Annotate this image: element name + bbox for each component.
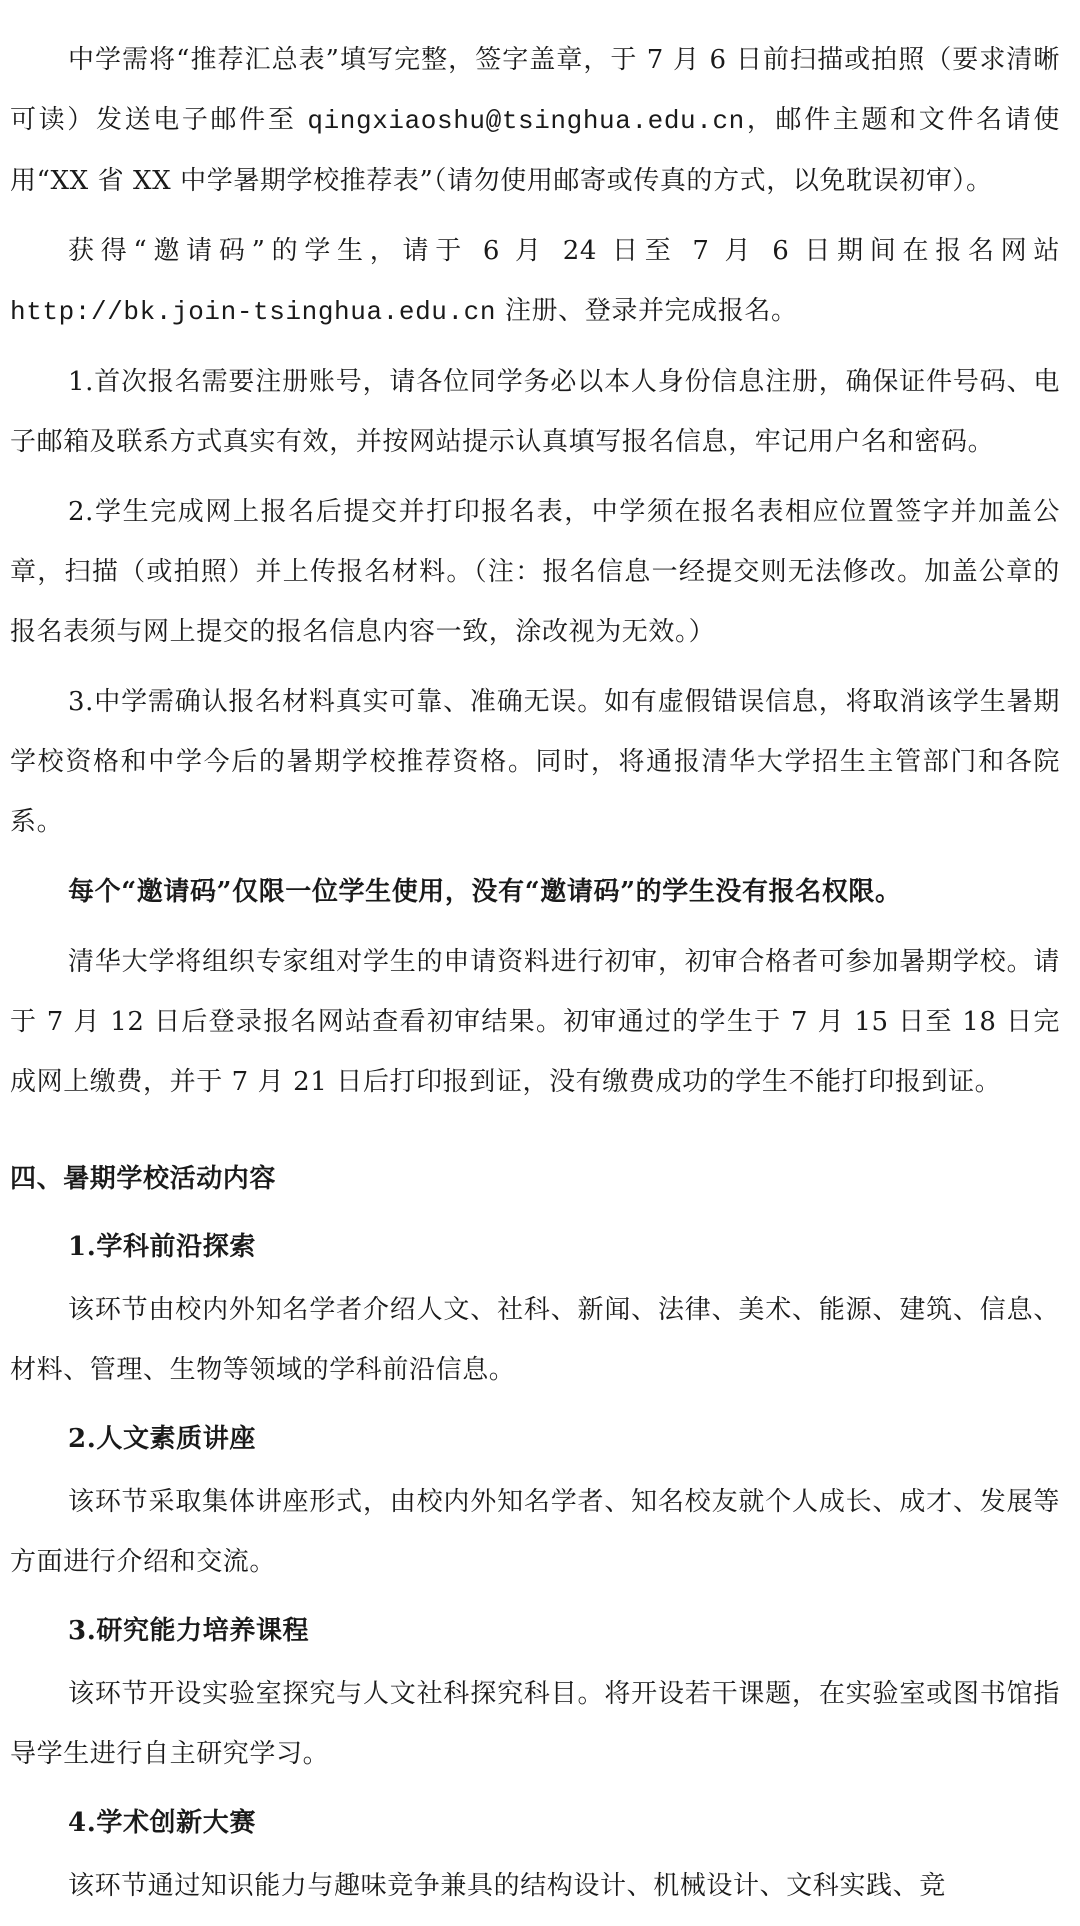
paragraph-recommendation-form (10, 30, 1060, 211)
paragraph-humanities-lectures: 该环节采取集体讲座形式，由校内外知名学者、知名校友就个人成长、成才、发展等方面进行介绍和交流。 (10, 1487, 1060, 1577)
subheading-research-courses: 3.研究能力培养课程 (68, 1616, 310, 1646)
paragraph-innovation-contest: 该环节通过知识能力与趣味竞争兼具的结构设计、机械设计、文科实践、竞 (68, 1871, 946, 1901)
paragraph-step-2: 2.学生完成网上报名后提交并打印报名表，中学须在报名表相应位置签字并加盖公章，扫描（或拍照）并上传报名材料。（注：报名信息一经提交则无法修改。加盖公章的报名表须与网上提交的报名信息内容一致，涂改视为无效。） (10, 497, 1060, 647)
paragraph-text: 获得“邀请码”的学生，请于 6 月 24 日至 7 月 6 日期间在报名网站 (68, 236, 1060, 266)
subheading-innovation-contest: 4.学术创新大赛 (68, 1808, 256, 1838)
paragraph-research-courses: 该环节开设实验室探究与人文社科探究科目。将开设若干课题，在实验室或图书馆指导学生进行自主研究学习。 (10, 1679, 1060, 1769)
paragraph-registration-website (10, 221, 1060, 342)
subheading-humanities-lectures: 2.人文素质讲座 (68, 1424, 256, 1454)
paragraph-step-1: 1.首次报名需要注册账号，请各位同学务必以本人身份信息注册，确保证件号码、电子邮箱及联系方式真实有效，并按网站提示认真填写报名信息，牢记用户名和密码。 (10, 367, 1060, 457)
paragraph-step-3: 3.中学需确认报名材料真实可靠、准确无误。如有虚假错误信息，将取消该学生暑期学校资格和中学今后的暑期学校推荐资格。同时，将通报清华大学招生主管部门和各院系。 (10, 687, 1060, 837)
paragraph-text: 中学需将“推荐汇总表”填写完整，签字盖章，于 7 月 6 日前扫描或拍照（要求清晰可读）发送电子邮件至 (10, 45, 1060, 135)
section-heading-activities: 四、暑期学校活动内容 (10, 1164, 277, 1194)
paragraph-invitation-code-notice: 每个“邀请码”仅限一位学生使用，没有“邀请码”的学生没有报名权限。 (68, 877, 902, 907)
paragraph-text: 注册、登录并完成报名。 (496, 296, 798, 326)
email-address: qingxiaoshu@tsinghua.edu.cn (307, 106, 745, 136)
subheading-frontier-exploration: 1.学科前沿探索 (68, 1232, 256, 1262)
paragraph-preliminary-review: 清华大学将组织专家组对学生的申请资料进行初审，初审合格者可参加暑期学校。请于 7 月 12 日后登录报名网站查看初审结果。初审通过的学生于 7 月 15 日至 18 日完成网上缴费，并于 7 月 21 日后打印报到证，没有缴费成功的学生不能打印报到证。 (10, 947, 1060, 1097)
registration-url: http://bk.join-tsinghua.edu.cn (10, 297, 497, 327)
document-page (10, 30, 1060, 1926)
paragraph-frontier-exploration: 该环节由校内外知名学者介绍人文、社科、新闻、法律、美术、能源、建筑、信息、材料、管理、生物等领域的学科前沿信息。 (10, 1295, 1060, 1385)
paragraph-text: ，邮件主题和文件名请使用“XX 省 XX 中学暑期学校推荐表”（请勿使用邮寄或传真的方式，以免耽误初审）。 (10, 105, 1060, 196)
